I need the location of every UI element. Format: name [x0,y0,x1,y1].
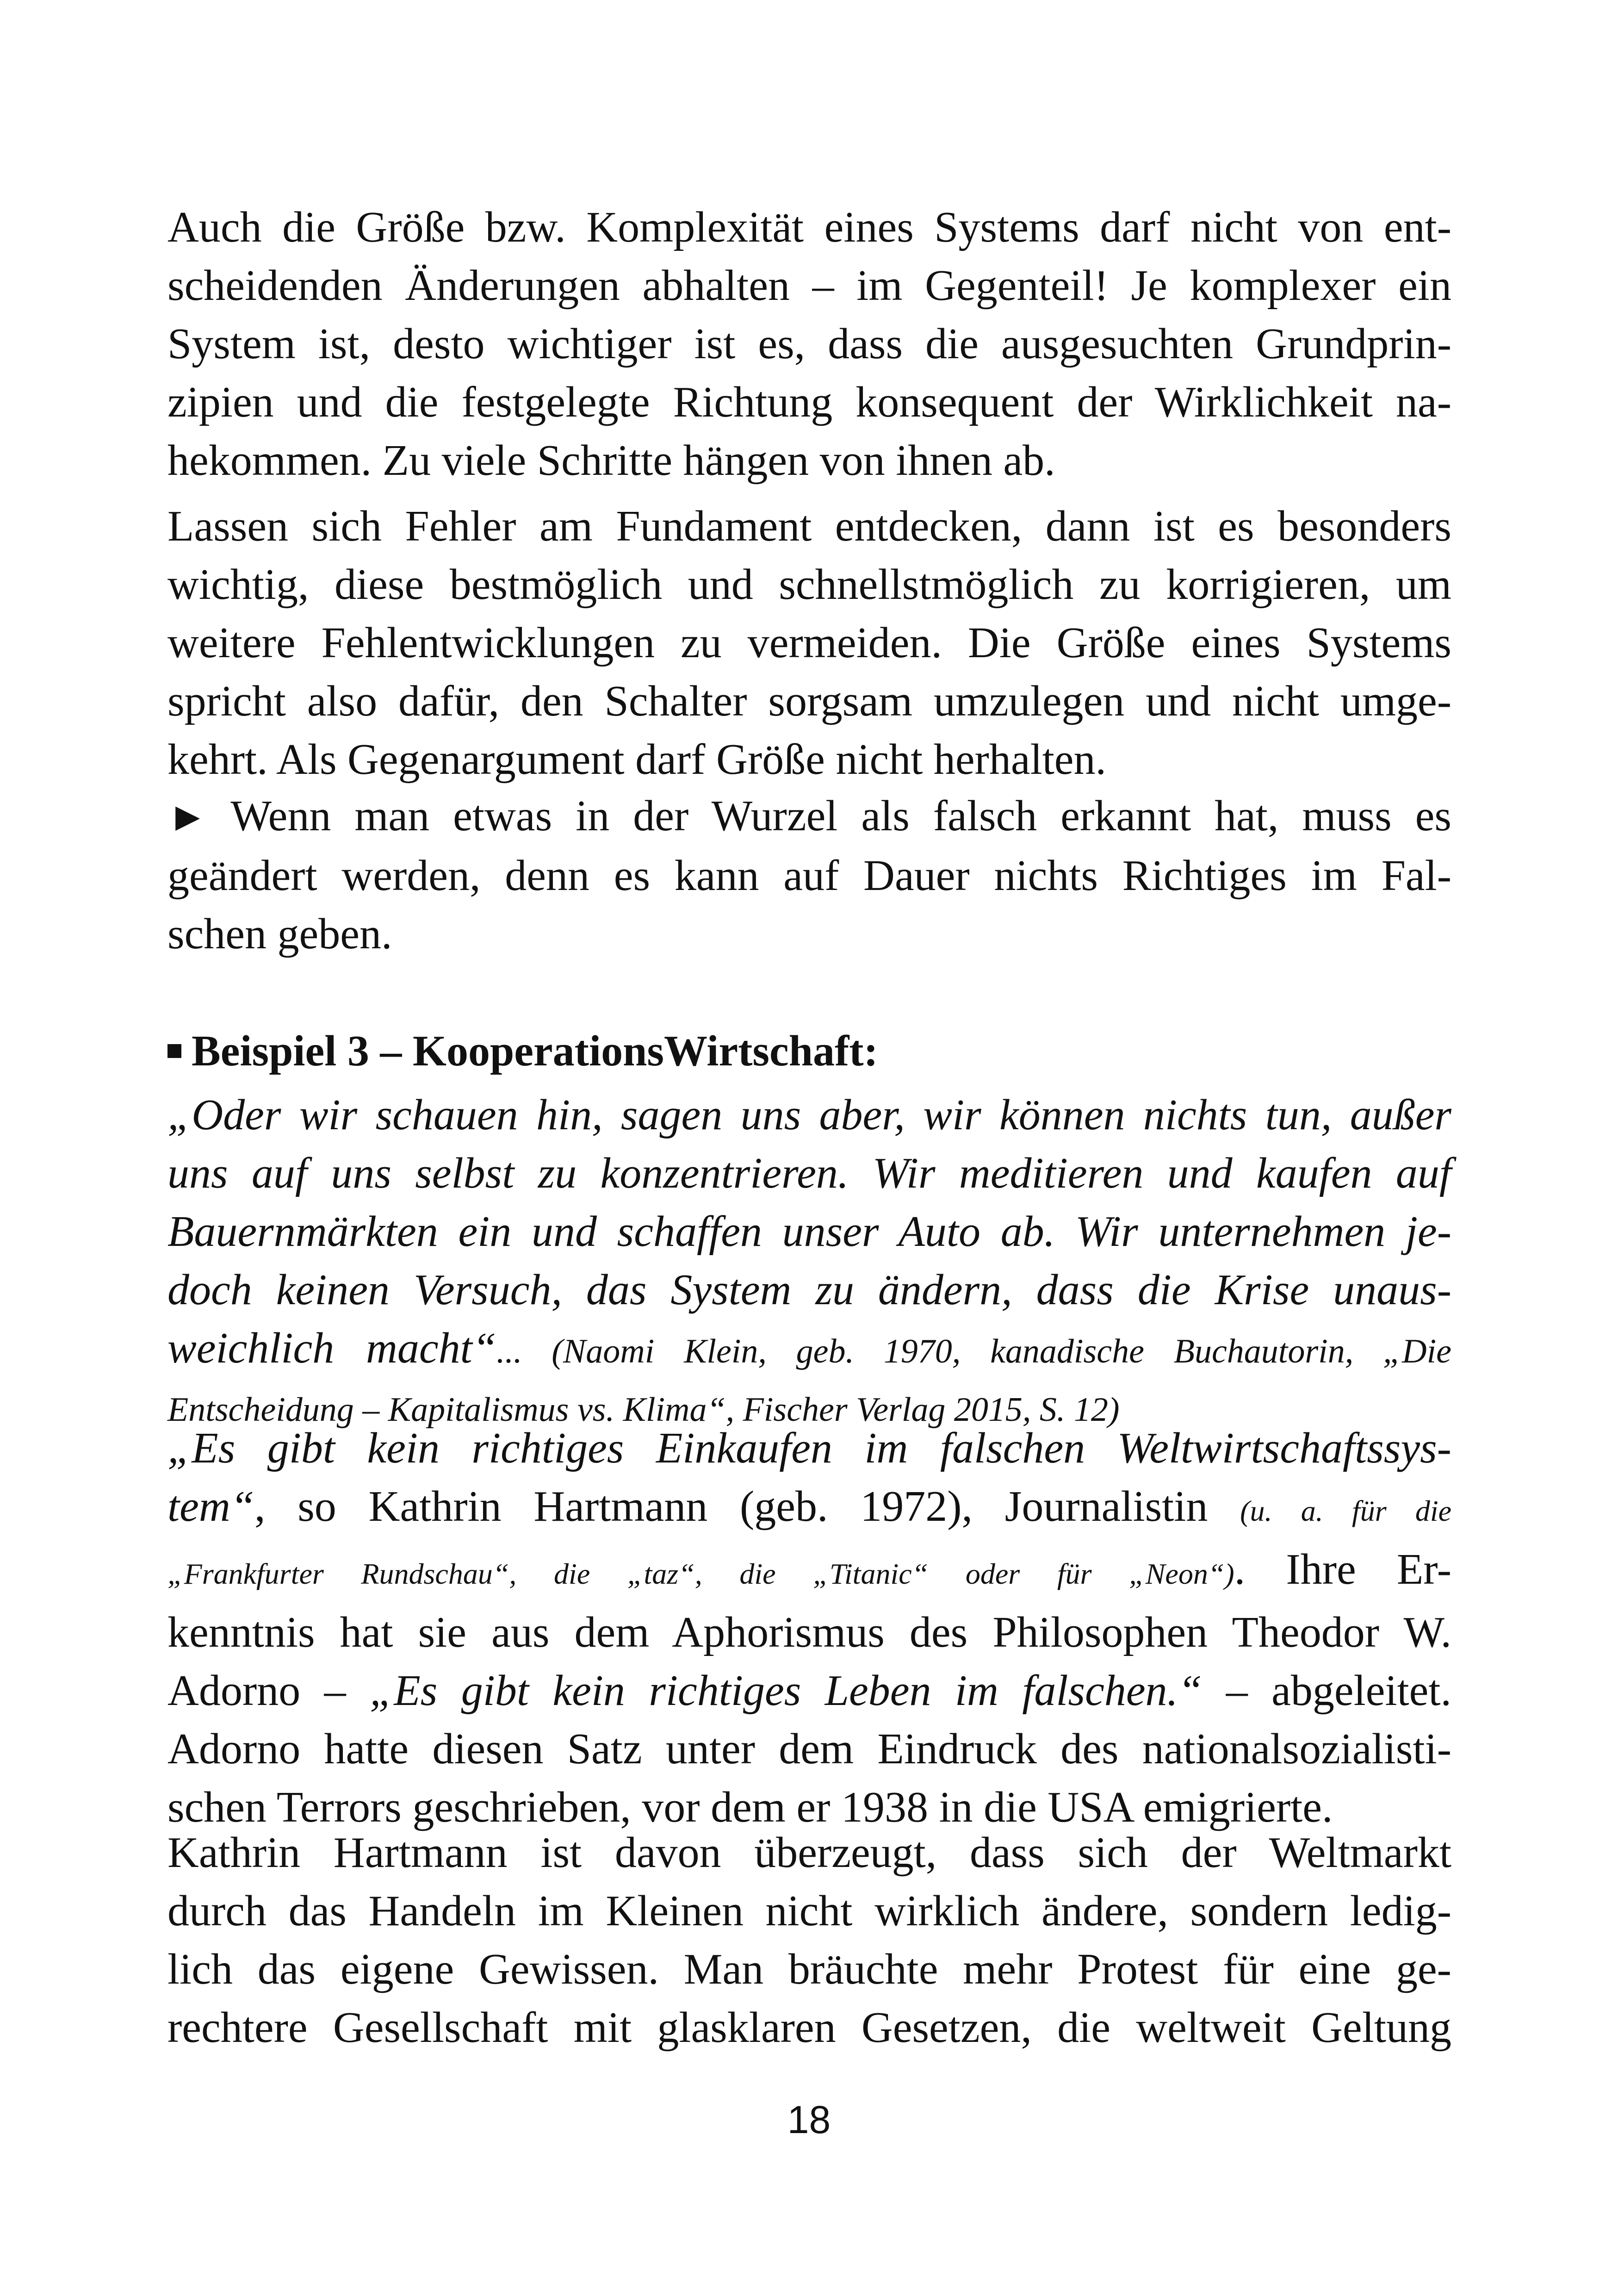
text-line: weitere Fehlentwicklungen zu vermeiden. Die Größe eines Systems [167,619,1451,667]
quote-text: weichlich macht“ [167,1324,496,1372]
text-run: Adorno – [167,1667,370,1715]
text-line: spricht also dafür, den Schalter sorgsam umzulegen und nicht umge- [167,677,1451,725]
paragraph-complexity [167,198,1451,490]
text-line: schen Terrors geschrieben, vor dem er 1938 in die USA emigrierte. [167,1783,1333,1831]
arrow-icon: ► [167,795,208,840]
text-line: zipien und die festgelegte Richtung konsequent der Wirklichkeit na- [167,378,1451,426]
paragraph-hartmann-quote [167,1419,1451,1836]
section-heading [167,1022,1451,1080]
quote-text: tem“ [167,1482,254,1531]
text-line: kenntnis hat sie aus dem Aphorismus des Philosophen Theodor W. [167,1608,1451,1656]
text-line: schen geben. [167,910,392,958]
text-line: Adorno hatte diesen Satz unter dem Eindruck des nationalsozialisti- [167,1725,1451,1773]
text-line: Auch die Größe bzw. Komplexität eines Systems darf nicht von ent- [167,203,1451,251]
quote-source: ... (Naomi Klein, geb. 1970, kanadische Buchautorin, „Die [496,1332,1451,1370]
text-line: lich das eigene Gewissen. Man bräuchte mehr Protest für eine ge- [167,1945,1451,1993]
text-line: rechtere Gesellschaft mit glasklaren Gesetzen, die weltweit Geltung [167,2004,1451,2052]
text-line [167,1540,1451,1603]
quote-source-line: Entscheidung – Kapitalismus vs. Klima“, Fischer Verlag 2015, S. 12) [167,1391,1120,1429]
heading-text: Beispiel 3 – KooperationsWirtschaft: [192,1027,878,1075]
paragraph-hartmann [167,1823,1451,2057]
text-line [167,1661,1451,1720]
text-run: , so Kathrin Hartmann (geb. 1972), Journalistin [254,1482,1208,1531]
adorno-quote: „Es gibt kein richtiges Leben im falschen.“ [370,1667,1203,1715]
text-line: wichtig, diese bestmöglich und schnellstmöglich zu korrigieren, um [167,560,1451,609]
quote-line: Bauernmärkten ein und schaffen unser Auto ab. Wir unternehmen je- [167,1207,1451,1256]
text-line: Lassen sich Fehler am Fundament entdecken, dann ist es besonders [167,502,1451,550]
text-line: geändert werden, denn es kann auf Dauer nichts Richtiges im Fal- [167,852,1451,900]
text-line: kehrt. Als Gegenargument darf Größe nicht herhalten. [167,735,1107,784]
quote-line: „Es gibt kein richtiges Einkaufen im falschen Weltwirtschaftssys- [167,1424,1451,1472]
paragraph-conclusion [167,787,1451,963]
text-line [167,1477,1451,1540]
note-text: „Frankfurter Rundschau“, die „taz“, die „Titanic“ oder für „Neon“) [167,1557,1234,1590]
text-line: hekommen. Zu viele Schritte hängen von ihnen ab. [167,436,1055,485]
text-line: scheidenden Änderungen abhalten – im Gegenteil! Je komplexer ein [167,261,1451,310]
text-line: durch das Handeln im Kleinen nicht wirklich ändere, sondern ledig- [167,1887,1451,1935]
text-run: . Ihre Er- [1234,1545,1451,1593]
quote-naomi-klein [167,1086,1451,1439]
quote-line: uns auf uns selbst zu konzentrieren. Wir meditieren und kaufen auf [167,1149,1451,1197]
text-line [167,787,1451,846]
text-line: Kathrin Hartmann ist davon überzeugt, dass sich der Weltmarkt [167,1829,1451,1877]
text-line: System ist, desto wichtiger ist es, dass die ausgesuchten Grundprin- [167,320,1451,368]
square-bullet-icon [167,1044,181,1058]
note-text: (u. a. für die [1240,1494,1452,1527]
quote-line: „Oder wir schauen hin, sagen uns aber, wir können nichts tun, außer [167,1091,1451,1139]
paragraph-fundament [167,497,1451,789]
conclusion-text: Wenn man etwas in der Wurzel als falsch erkannt hat, muss es [230,792,1451,840]
page-number: 18 [787,2098,831,2141]
quote-line: doch keinen Versuch, das System zu ändern, dass die Krise unaus- [167,1266,1451,1314]
text-run: – abgeleitet. [1202,1667,1452,1715]
quote-line [167,1319,1451,1381]
